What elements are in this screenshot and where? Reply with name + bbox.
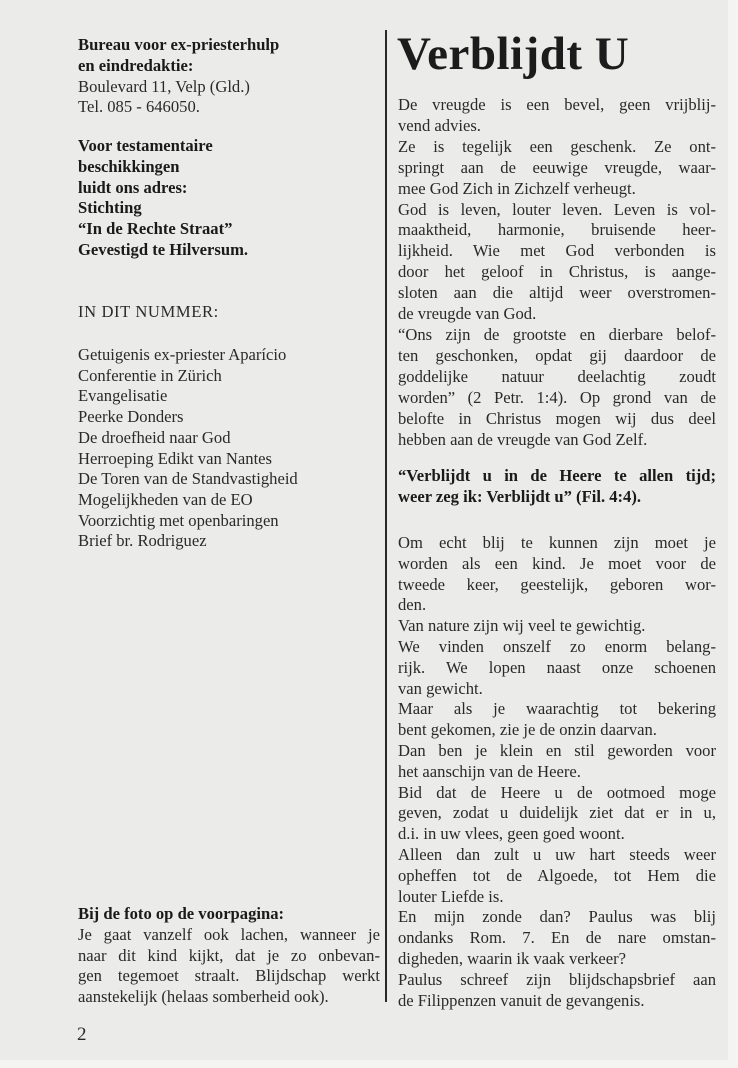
body-line: goddelijke natuur deelachtig zoudt [398,366,716,386]
contents-item: Mogelijkheden van de EO [78,489,253,509]
caption-line: gen tegemoet straalt. Blijdschap werkt [78,966,380,985]
body-line: sloten aan die altijd weer overstromen- [398,283,716,303]
caption-line: Je gaat vanzelf ook lachen, wanneer je [78,925,380,944]
contents-item: De Toren van de Standvastigheid [78,469,298,489]
body-line: tweede keer, geestelijk, geboren wor- [398,574,716,594]
phone-line: Tel. 085 - 646050. [78,97,200,117]
contents-item: Getuigenis ex-priester Aparício [78,345,287,364]
body-line: belofte in Christus mogen wij dus deel [398,408,716,428]
body-line: ondanks Rom. 7. En de nare omstan- [398,928,716,948]
body-line: de Filippenzen vanuit de gevangenis. [398,990,645,1010]
contents-list [78,345,380,552]
body-line: God is leven, louter leven. Leven is vol- [398,199,716,219]
body-line: Om echt blij te kunnen zijn moet je [398,533,716,552]
photo-heading: Bij de foto op de voorpagina: [78,904,285,923]
contents-item: Herroeping Edikt van Nantes [78,448,272,468]
contents-item: De droefheid naar God [78,427,231,447]
body-line: springt aan de eeuwige vreugde, waar- [398,157,716,177]
caption-line: naar dit kind kijkt, dat je zo onbevan- [78,945,380,965]
testament-line: Stichting [78,198,142,218]
body-line: En mijn zonde dan? Paulus was blij [398,907,716,927]
body-line: Dan ben je klein en stil geworden voor [398,740,716,760]
article-body-1 [398,95,716,450]
photo-caption [78,925,380,1007]
body-line: maaktheid, harmonie, bruisende heer- [398,220,716,240]
body-line: geven, zodat u duidelijk ziet dat er in u, [398,803,716,823]
page-number: 2 [77,1024,87,1045]
testament-line: Gevestigd te Hilversum. [78,239,249,259]
contents-item: Voorzichtig met openbaringen [78,510,279,530]
body-line: van gewicht. [398,678,483,698]
body-line: Paulus schreef zijn blijdschapsbrief aan [398,969,716,989]
testament-line: beschikkingen [78,156,180,176]
body-line: de vreugde van God. [398,304,537,324]
body-line: vend advies. [398,115,481,135]
body-line: We vinden onszelf zo enorm belang- [398,636,716,656]
body-line: Van nature zijn wij veel te gewichtig. [398,616,646,636]
body-line: Bid dat de Heere u de ootmoed moge [398,782,716,802]
address-line: Boulevard 11, Velp (Gld.) [78,76,250,96]
body-line: mee God Zich in Zichzelf verheugt. [398,178,636,198]
body-line: bent gekomen, zie je de onzin daarvan. [398,720,657,740]
body-line: Alleen dan zult u uw hart steeds weer [398,844,716,864]
testament-line: luidt ons adres: [78,177,188,197]
body-line: den. [398,595,427,615]
caption-line: aanstekelijk (helaas somberheid ook). [78,986,329,1006]
contents-item: Peerke Donders [78,407,184,427]
article-body-2 [398,533,716,1011]
body-line: d.i. in uw vlees, geen goed woont. [398,824,625,844]
body-line: De vreugde is een bevel, geen vrijblij- [398,95,716,114]
body-line: Maar als je waarachtig tot bekering [398,699,716,719]
contents-item: Evangelisatie [78,386,168,406]
column-divider [385,30,387,1002]
quote-line: weer zeg ik: Verblijdt u” (Fil. 4:4). [398,486,642,506]
testament-line: “In de Rechte Straat” [78,219,233,239]
body-line: ten geschonken, opdat gij daardoor de [398,345,716,365]
body-line: worden als een kind. Je moet voor de [398,553,716,573]
body-line: worden” (2 Petr. 1:4). Op grond van de [398,387,716,407]
body-line: opheffen tot de Algoede, tot Hem die [398,865,716,885]
contents-item: Brief br. Rodriguez [78,531,207,551]
contents-heading: IN DIT NUMMER: [78,302,219,321]
office-heading-line: Bureau voor ex-priesterhulp [78,35,280,54]
office-heading-line: en eindredaktie: [78,55,194,75]
testament-line: Voor testamentaire [78,136,213,155]
body-line: het aanschijn van de Heere. [398,761,581,781]
body-line: door het geloof in Christus, is aange- [398,262,716,282]
testament-address [78,136,380,261]
body-line: hebben aan de vreugde van God Zelf. [398,429,648,449]
body-line: Ze is tegelijk een geschenk. Ze ont- [398,136,716,156]
office-address [78,35,380,118]
article-quote [398,466,716,508]
contents-item: Conferentie in Zürich [78,365,222,385]
body-line: “Ons zijn de grootste en dierbare belof- [398,324,716,344]
body-line: lijkheid. Wie met God verbonden is [398,241,716,261]
article-title: Verblijdt U [397,28,630,80]
body-line: rijk. We lopen naast onze schoenen [398,657,716,677]
quote-line: “Verblijdt u in de Heere te allen tijd; [398,466,716,485]
body-line: louter Liefde is. [398,886,504,906]
body-line: digheden, waarin ik vaak verkeer? [398,948,627,968]
